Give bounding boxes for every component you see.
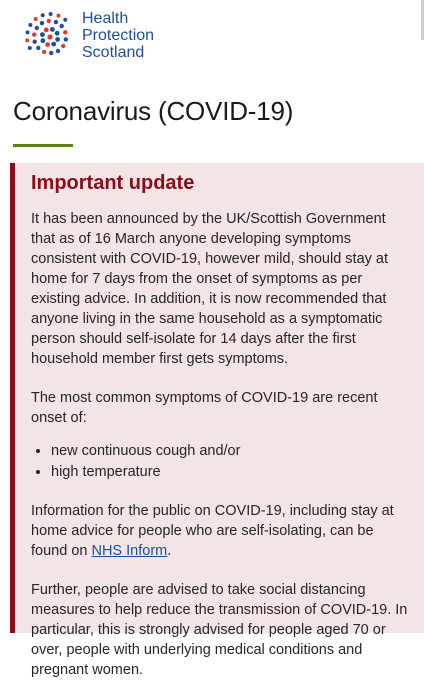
logo-dot <box>42 50 46 54</box>
important-update-panel <box>10 163 424 678</box>
symptom-list <box>31 441 409 483</box>
logo-dot <box>47 34 52 39</box>
logo-dot <box>40 21 44 25</box>
logo-dot <box>49 12 53 16</box>
site-header <box>0 0 424 80</box>
logo-dot <box>40 32 45 37</box>
logo-dot <box>51 42 56 47</box>
logo-dot <box>55 37 60 42</box>
notice-paragraph-3 <box>31 501 409 561</box>
logo-dot <box>36 46 40 50</box>
hps-logo-icon[interactable] <box>24 12 76 62</box>
symptom-item: • high temperature <box>51 462 409 483</box>
logo-dot <box>41 13 45 17</box>
notice-paragraph-1: It has been announced by the UK/Scottish Government that as of 16 March anyone developing symptoms consistent with COVID-19, however mild, should stay at home for 7 days from the onset of symptoms as per existing advice. In addition, it is now recommended that anyone living in the same household as a symptomatic person should self-isolate for 14 days after the first household member first gets symptoms. <box>31 211 389 367</box>
notice-paragraph-4: Further, people are advised to take social distancing measures to help reduce the transmission of COVID-19. In particular, this is strongly advised for people aged 70 or over, people with underlying medical conditions and pregnant women. <box>31 582 408 678</box>
paragraph-3-end: . <box>167 543 172 559</box>
logo-dot <box>28 46 32 50</box>
logo-dot <box>49 51 53 55</box>
symptom-item: • new continuous cough and/or <box>51 441 409 462</box>
notice-paragraph-2: The most common symptoms of COVID-19 are recent onset of: <box>31 390 378 426</box>
logo-dot <box>57 14 61 18</box>
logo-dot <box>26 30 30 34</box>
logo-dot <box>64 37 68 41</box>
logo-dot <box>41 38 46 43</box>
logo-dot <box>28 23 32 27</box>
logo-dot <box>56 49 60 53</box>
logo-dot <box>63 30 67 34</box>
logo-dot <box>50 27 55 32</box>
logo-dot <box>63 18 67 22</box>
logo-dot <box>61 44 65 48</box>
site-logo-text[interactable] <box>82 10 154 61</box>
logo-dot <box>47 19 51 23</box>
logo-dot <box>35 26 39 30</box>
logo-dot <box>33 40 37 44</box>
page-title: Coronavirus (COVID-19) <box>13 96 294 126</box>
logo-line-scotland: Scotland <box>82 44 145 61</box>
notice-heading: Important update <box>31 172 195 194</box>
nhs-inform-link[interactable]: NHS Inform <box>91 543 168 559</box>
paragraph-3-text: Information for the public on COVID-19, including stay at home advice for people who are self-isolating, can be found on <box>31 503 394 559</box>
logo-dot <box>44 28 49 33</box>
logo-line-health: Health <box>82 10 129 27</box>
logo-dot <box>32 32 36 36</box>
logo-dot <box>25 38 29 42</box>
notice-body <box>31 209 409 699</box>
logo-dot <box>34 17 38 21</box>
logo-dot <box>60 24 64 28</box>
logo-dot <box>45 42 50 47</box>
logo-dot <box>54 20 58 24</box>
logo-dot <box>55 31 60 36</box>
logo-line-protection: Protection <box>82 27 155 44</box>
title-underline <box>13 144 73 147</box>
